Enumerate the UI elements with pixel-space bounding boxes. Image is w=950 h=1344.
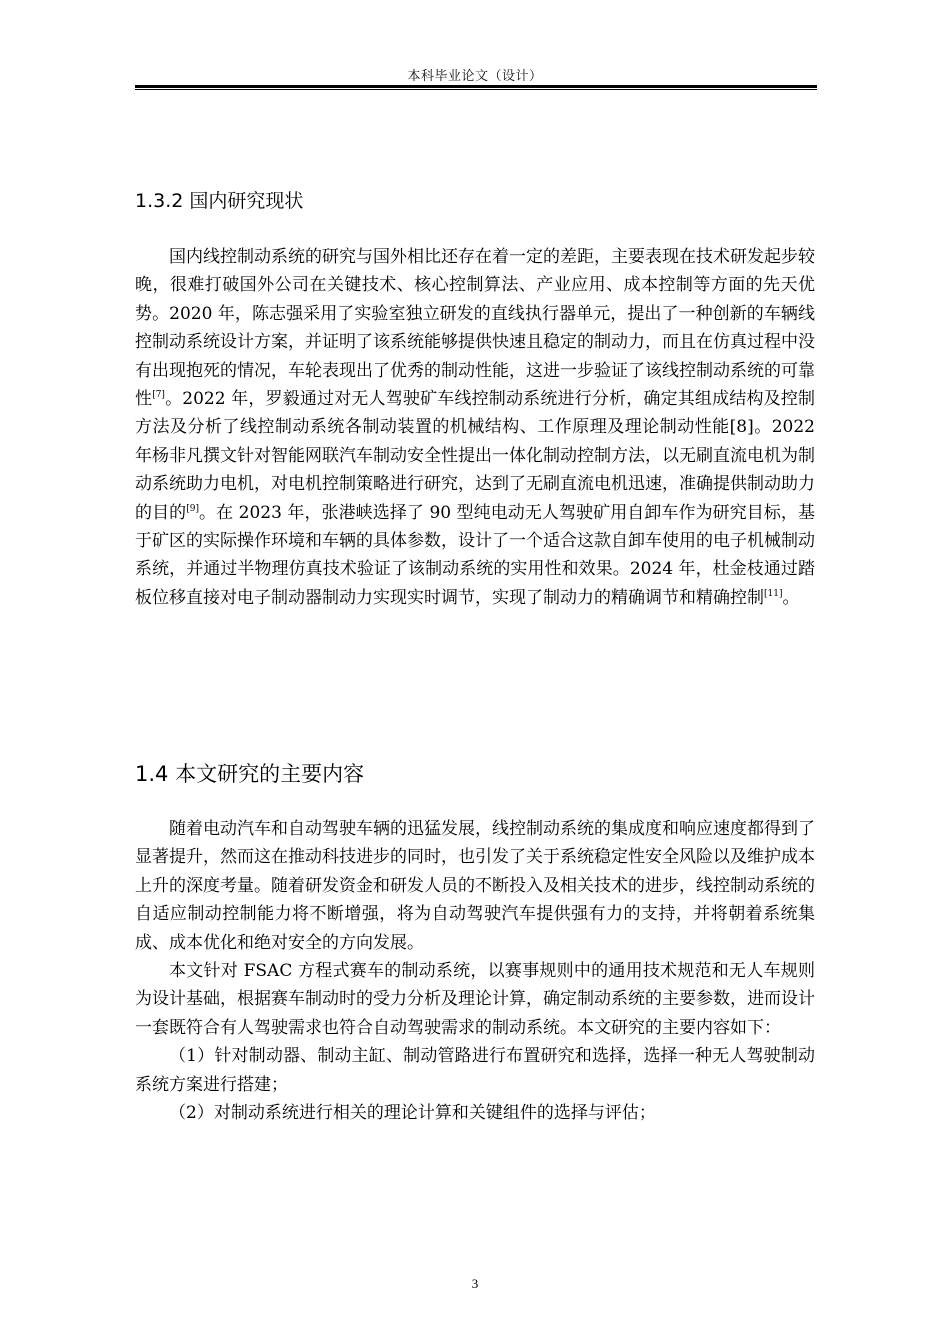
citation-ref: [7] <box>152 390 165 401</box>
header-rule-thick <box>135 85 817 88</box>
citation-ref: [11] <box>764 588 783 599</box>
paragraph-text: 。 <box>782 587 800 608</box>
section-body-1-3-2 <box>135 243 815 612</box>
section-body-1-4 <box>135 815 815 1127</box>
section-heading-1-3-2: 1.3.2 国内研究现状 <box>135 190 304 212</box>
paragraph-text: 。2022 年，罗毅通过对无人驾驶矿车线控制动系统进行分析，确定其组成结构及控制方法及分析了线控制动系统各制动装置的机械结构、工作原理及理论制动性能[8]。2022 年杨非凡撰文针对智能网联汽车制动安全性提出一体化制动控制方法，以无刷直流电机为制动系统助力电机，对电机控制策略进行研究，达到了无刷直流电机迅速，准确提供制动助力的目的 <box>135 389 816 523</box>
citation-ref: [9] <box>186 503 199 514</box>
paragraph: 随着电动汽车和自动驾驶车辆的迅猛发展，线控制动系统的集成度和响应速度都得到了显著提升，然而这在推动科技进步的同时，也引发了关于系统稳定性安全风险以及维护成本上升的深度考量。随着研发资金和研发人员的不断投入及相关技术的进步，线控制动系统的自适应制动控制能力将不断增强，将为自动驾驶汽车提供强有力的支持，并将朝着系统集成、成本优化和绝对安全的方向发展。 <box>135 819 815 953</box>
paragraph-text: 国内线控制动系统的研究与国外相比还存在着一定的差距，主要表现在技术研发起步较晚，很难打破国外公司在关键技术、核心控制算法、产业应用、成本控制等方面的先天优势。2020 年，陈志强采用了实验室独立研发的直线执行器单元，提出了一种创新的车辆线控制动系统设计方案，并证明了该系统能够提供快速且稳定的制动力，而且在仿真过程中没有出现抱死的情况，车轮表现出了优秀的制动性能，这进一步验证了该线控制动系统的可靠性 <box>135 247 815 410</box>
paragraph <box>135 243 815 612</box>
list-item: （2）对制动系统进行相关的理论计算和关键组件的选择与评估； <box>169 1103 656 1124</box>
paragraph-text: 。在 2023 年，张港峡选择了 90 型纯电动无人驾驶矿用自卸车作为研究目标，基于矿区的实际操作环境和车辆的具体参数，设计了一个适合这款自卸车使用的电子机械制动系统，并通过半物理仿真技术验证了该制动系统的实用性和效果。2024 年，杜金枝通过踏板位移直接对电子制动器制动力实现实时调节，实现了制动力的精确调节和精确控制 <box>135 502 815 608</box>
section-heading-1-4: 1.4 本文研究的主要内容 <box>135 762 365 786</box>
paragraph: 本文针对 FSAC 方程式赛车的制动系统，以赛事规则中的通用技术规范和无人车规则为设计基础，根据赛车制动时的受力分析及理论计算，确定制动系统的主要参数，进而设计一套既符合有人驾驶需求也符合自动驾驶需求的制动系统。本文研究的主要内容如下： <box>135 961 815 1038</box>
header-rule-thin <box>135 89 817 90</box>
running-header: 本科毕业论文（设计） <box>407 69 543 84</box>
page-number: 3 <box>471 1276 479 1291</box>
list-item: （1）针对制动器、制动主缸、制动管路进行布置研究和选择，选择一种无人驾驶制动系统方案进行搭建； <box>135 1046 815 1095</box>
